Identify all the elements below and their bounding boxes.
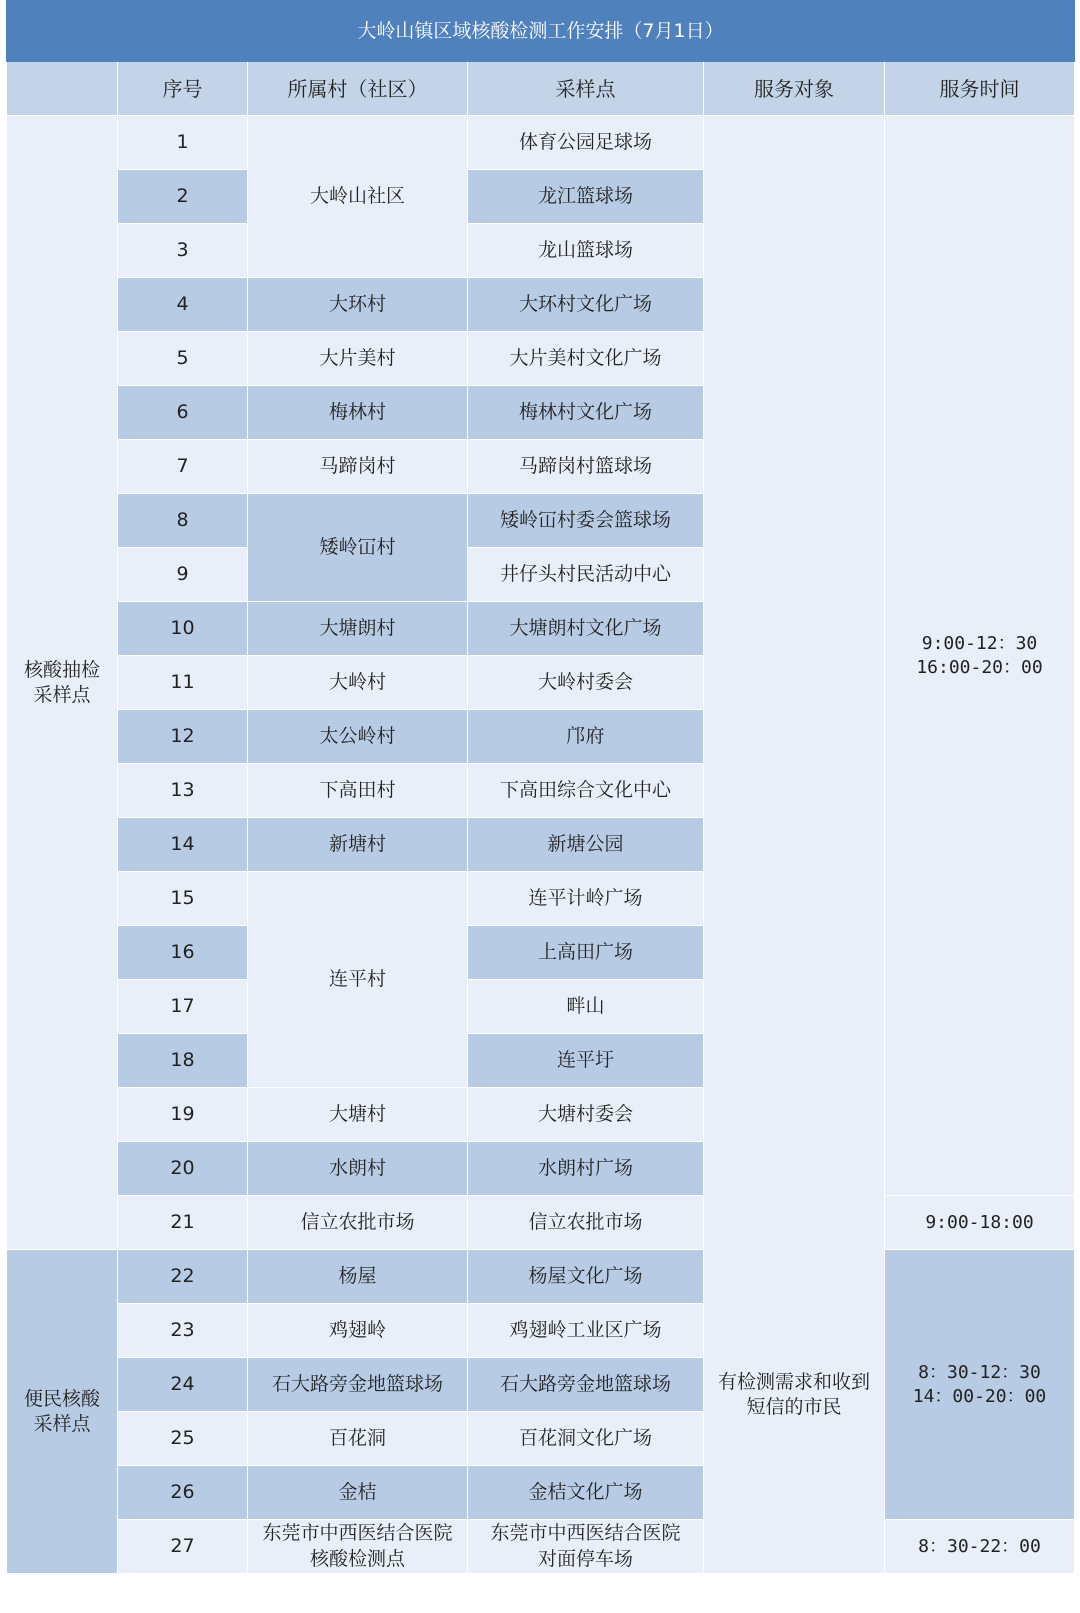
seq-cell: 6 <box>118 386 248 440</box>
time-cell-sampling: 9:00-12：30 16:00-20：00 <box>885 116 1075 1196</box>
site-cell: 连平圩 <box>468 1034 704 1088</box>
site-cell: 东莞市中西医结合医院 对面停车场 <box>468 1520 704 1574</box>
seq-cell: 18 <box>118 1034 248 1088</box>
village-cell: 大岭山社区 <box>248 116 468 278</box>
site-cell: 马蹄岗村篮球场 <box>468 440 704 494</box>
seq-cell: 13 <box>118 764 248 818</box>
header-target: 服务对象 <box>704 62 885 116</box>
village-cell: 大环村 <box>248 278 468 332</box>
seq-cell: 19 <box>118 1088 248 1142</box>
seq-cell: 22 <box>118 1250 248 1304</box>
schedule-table <box>6 0 1075 1574</box>
site-cell: 梅林村文化广场 <box>468 386 704 440</box>
site-cell: 畔山 <box>468 980 704 1034</box>
village-cell: 金桔 <box>248 1466 468 1520</box>
seq-cell: 15 <box>118 872 248 926</box>
site-cell: 石大路旁金地篮球场 <box>468 1358 704 1412</box>
village-cell: 大片美村 <box>248 332 468 386</box>
site-cell: 龙山篮球场 <box>468 224 704 278</box>
target-cell: 有检测需求和收到 短信的市民 <box>704 116 885 1574</box>
site-cell: 龙江篮球场 <box>468 170 704 224</box>
village-cell: 大岭村 <box>248 656 468 710</box>
site-cell: 水朗村广场 <box>468 1142 704 1196</box>
site-cell: 体育公园足球场 <box>468 116 704 170</box>
village-cell: 下高田村 <box>248 764 468 818</box>
seq-cell: 14 <box>118 818 248 872</box>
table-title: 大岭山镇区域核酸检测工作安排（7月1日） <box>7 1 1075 62</box>
seq-cell: 3 <box>118 224 248 278</box>
site-cell: 上高田广场 <box>468 926 704 980</box>
site-cell: 井仔头村民活动中心 <box>468 548 704 602</box>
seq-cell: 26 <box>118 1466 248 1520</box>
seq-cell: 7 <box>118 440 248 494</box>
site-cell: 新塘公园 <box>468 818 704 872</box>
seq-cell: 5 <box>118 332 248 386</box>
category-sampling: 核酸抽检 采样点 <box>7 116 118 1250</box>
village-cell: 连平村 <box>248 872 468 1088</box>
village-cell: 大塘村 <box>248 1088 468 1142</box>
site-cell: 连平计岭广场 <box>468 872 704 926</box>
table-row <box>7 1520 1075 1574</box>
seq-cell: 20 <box>118 1142 248 1196</box>
seq-cell: 25 <box>118 1412 248 1466</box>
seq-cell: 1 <box>118 116 248 170</box>
seq-cell: 24 <box>118 1358 248 1412</box>
village-cell: 马蹄岗村 <box>248 440 468 494</box>
site-cell: 百花洞文化广场 <box>468 1412 704 1466</box>
seq-cell: 17 <box>118 980 248 1034</box>
seq-cell: 11 <box>118 656 248 710</box>
site-cell: 大塘朗村文化广场 <box>468 602 704 656</box>
seq-cell: 10 <box>118 602 248 656</box>
village-cell: 信立农批市场 <box>248 1196 468 1250</box>
time-cell-hospital: 8：30-22：00 <box>885 1520 1075 1574</box>
site-cell: 邝府 <box>468 710 704 764</box>
seq-cell: 9 <box>118 548 248 602</box>
village-cell: 东莞市中西医结合医院 核酸检测点 <box>248 1520 468 1574</box>
seq-cell: 8 <box>118 494 248 548</box>
site-cell: 大片美村文化广场 <box>468 332 704 386</box>
category-convenience: 便民核酸 采样点 <box>7 1250 118 1574</box>
seq-cell: 16 <box>118 926 248 980</box>
time-cell-convenience: 8：30-12：30 14：00-20：00 <box>885 1250 1075 1520</box>
table-row <box>7 1196 1075 1250</box>
header-row <box>7 62 1075 116</box>
seq-cell: 12 <box>118 710 248 764</box>
header-site: 采样点 <box>468 62 704 116</box>
header-category <box>7 62 118 116</box>
site-cell: 大岭村委会 <box>468 656 704 710</box>
village-cell: 矮岭冚村 <box>248 494 468 602</box>
seq-cell: 21 <box>118 1196 248 1250</box>
schedule-document <box>6 0 1074 1574</box>
village-cell: 大塘朗村 <box>248 602 468 656</box>
seq-cell: 27 <box>118 1520 248 1574</box>
site-cell: 鸡翅岭工业区广场 <box>468 1304 704 1358</box>
seq-cell: 2 <box>118 170 248 224</box>
site-cell: 下高田综合文化中心 <box>468 764 704 818</box>
site-cell: 大塘村委会 <box>468 1088 704 1142</box>
header-village: 所属村（社区） <box>248 62 468 116</box>
header-time: 服务时间 <box>885 62 1075 116</box>
site-cell: 大环村文化广场 <box>468 278 704 332</box>
village-cell: 梅林村 <box>248 386 468 440</box>
site-cell: 杨屋文化广场 <box>468 1250 704 1304</box>
table-row <box>7 116 1075 170</box>
seq-cell: 23 <box>118 1304 248 1358</box>
village-cell: 百花洞 <box>248 1412 468 1466</box>
header-seq: 序号 <box>118 62 248 116</box>
village-cell: 太公岭村 <box>248 710 468 764</box>
site-cell: 矮岭冚村委会篮球场 <box>468 494 704 548</box>
village-cell: 杨屋 <box>248 1250 468 1304</box>
time-cell-market: 9:00-18:00 <box>885 1196 1075 1250</box>
table-row <box>7 1250 1075 1304</box>
village-cell: 鸡翅岭 <box>248 1304 468 1358</box>
seq-cell: 4 <box>118 278 248 332</box>
village-cell: 石大路旁金地篮球场 <box>248 1358 468 1412</box>
site-cell: 信立农批市场 <box>468 1196 704 1250</box>
village-cell: 新塘村 <box>248 818 468 872</box>
village-cell: 水朗村 <box>248 1142 468 1196</box>
site-cell: 金桔文化广场 <box>468 1466 704 1520</box>
